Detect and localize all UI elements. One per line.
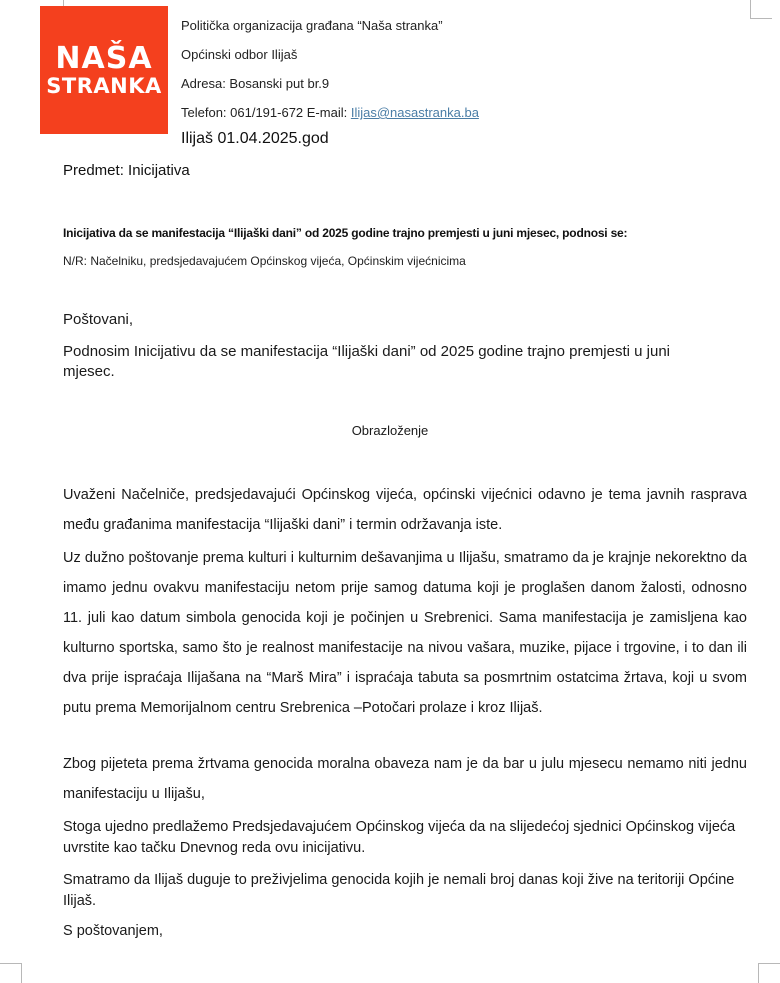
- initiative-title: Inicijativa da se manifestacija “Ilijaški dani” od 2025 godine trajno premjesti u juni mjesec, podnosi se:: [63, 226, 628, 240]
- contact-line: [181, 101, 479, 130]
- logo-line-2: STRANKA: [46, 73, 162, 98]
- phone: Telefon: 061/191-672 E-mail:: [181, 105, 351, 120]
- email-link[interactable]: Ilijas@nasastranka.ba: [350, 105, 479, 120]
- letterhead-info: [181, 14, 479, 130]
- closing-line: S poštovanjem,: [63, 923, 163, 939]
- body-paragraph: Zbog pijeteta prema žrtvama genocida moralna obaveza nam je da bar u julu mjesecu nemamo niti jednu manifestaciju u Ilijašu,: [63, 756, 747, 802]
- greeting: Poštovani,: [63, 311, 134, 328]
- body-paragraph: Uz dužno poštovanje prema kulturi i kulturnim dešavanjima u Ilijašu, smatramo da je krajnje nekorektno da imamo jednu ovakvu manifestaciju netom prije samog datuma koji je proglašen danom žalosti, odnosno 11. juli kao datum simbola genocida koji je počinjen u Srebrenici. Sama manifestacija je zamisljena kao kulturno sportska, samo što je realnost manifestacije na nivou vašara, muzike, pijace i trgovine, i to dan ili dva prije ispraćaja Ilijašana na “Marš Mira” i ispraćaja tabuta sa posmrtnim ostatcima žrtava, koji u svom putu prema Memorijalnom centru Srebrenica –Potočari prolaze i kroz Ilijaš.: [63, 550, 747, 716]
- page-corner-mark: [0, 963, 22, 983]
- page-corner-mark: [750, 0, 772, 19]
- body-paragraph: Stoga ujedno predlažemo Predsjedavajućem Općinskog vijeća da na slijedećoj sjednici Općinskog vijeća uvrstite kao tačku Dnevnog reda ovu inicijativu.: [63, 819, 736, 856]
- logo-line-1: NAŠA: [55, 40, 153, 76]
- recipients-line: N/R: Načelniku, predsjedavajućem Općinskog vijeća, Općinskim vijećnicima: [63, 254, 466, 268]
- body-paragraph: Uvaženi Načelniče, predsjedavajući Općinskog vijeća, općinski vijećnici odavno je tema javnih rasprava među građanima manifestacija “Ilijaški dani” i termin održavanja iste.: [63, 487, 747, 533]
- address: Adresa: Bosanski put br.9: [181, 76, 330, 91]
- party-logo: [40, 6, 168, 134]
- organization-name: Politička organizacija građana “Naša stranka”: [181, 18, 443, 33]
- section-heading: Obrazloženje: [351, 423, 429, 438]
- page-corner-mark: [758, 963, 780, 983]
- letter-date: Ilijaš 01.04.2025.god: [181, 130, 329, 147]
- body-paragraph: Smatramo da Ilijaš duguje to preživjelima genocida kojih je nemali broj danas koji žive na teritoriji Općine Ilijaš.: [63, 872, 735, 909]
- intro-paragraph: Podnosim Inicijativu da se manifestacija “Ilijaški dani” od 2025 godine trajno premjesti u juni mjesec.: [63, 343, 670, 380]
- subject-line: Predmet: Inicijativa: [63, 162, 190, 179]
- committee-name: Općinski odbor Ilijaš: [181, 47, 298, 62]
